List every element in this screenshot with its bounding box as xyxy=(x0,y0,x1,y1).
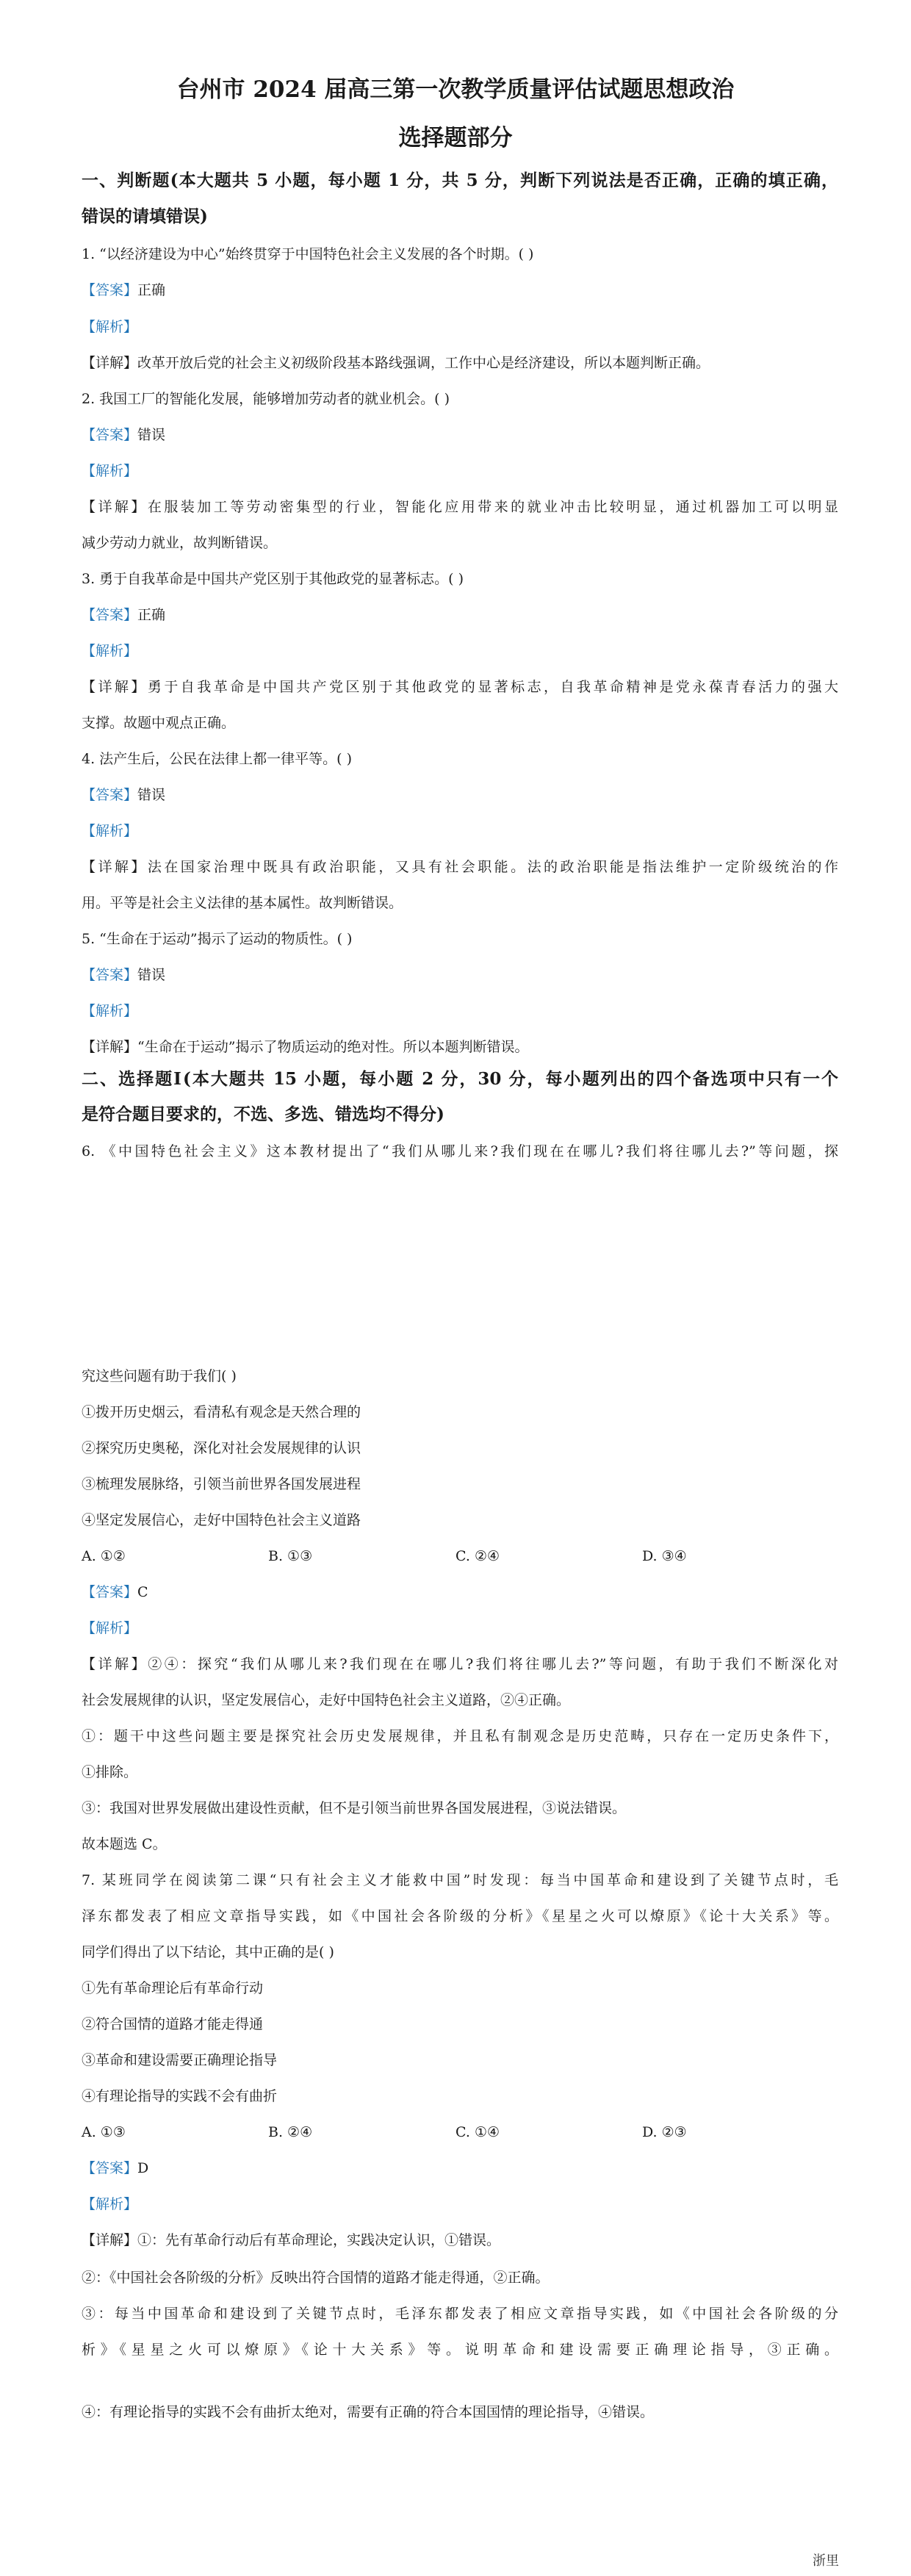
analysis-tag: 【解析】 xyxy=(82,643,138,659)
option-a: A. ①② xyxy=(82,1548,126,1564)
detail-tag: 【详解】 xyxy=(82,355,138,371)
answer-value: 正确 xyxy=(137,607,166,623)
answer-value: 错误 xyxy=(137,427,166,443)
answer-5 xyxy=(82,964,838,986)
answer-6 xyxy=(82,1581,838,1603)
section1-heading: 一、判断题(本大题共 5 小题，每小题 1 分，共 5 分，判断下列说法是否正确，正确的填正确， xyxy=(82,170,838,190)
question-1: 1. “以经济建设为中心”始终贯穿于中国特色社会主义发展的各个时期。( ) xyxy=(82,246,534,262)
detail-7-line: 析》《星星之火可以燎原》《论十大关系》等。说明革命和建设需要正确理论指导，③正确。 xyxy=(82,2342,838,2358)
answer-3 xyxy=(82,604,838,626)
question-6-item: ①拨开历史烟云，看清私有观念是天然合理的 xyxy=(82,1404,361,1420)
detail-tag: 【详解】 xyxy=(82,1656,148,1672)
detail-tag: 【详解】 xyxy=(82,679,148,695)
detail-4-cont: 用。平等是社会主义法律的基本属性。故判断错误。 xyxy=(82,895,403,911)
question-6-item: ②探究历史奥秘，深化对社会发展规律的认识 xyxy=(82,1440,361,1456)
answer-value: 错误 xyxy=(137,967,166,983)
question-7-item: ③革命和建设需要正确理论指导 xyxy=(82,2052,278,2068)
question-2: 2. 我国工厂的智能化发展，能够增加劳动者的就业机会。( ) xyxy=(82,391,450,407)
answer-tag: 【答案】 xyxy=(82,607,138,623)
detail-text: 勇于自我革命是中国共产党区别于其他政党的显著标志，自我革命精神是党永葆青春活力的强大 xyxy=(147,679,838,695)
analysis-tag: 【解析】 xyxy=(82,1003,138,1019)
answer-value: 正确 xyxy=(137,282,166,298)
answer-1 xyxy=(82,279,838,301)
section2-heading: 二、选择题Ⅰ(本大题共 15 小题，每小题 2 分，30 分，每小题列出的四个备选项中只有一个 xyxy=(82,1069,838,1089)
detail-6-line: 故本题选 C。 xyxy=(82,1836,167,1852)
answer-tag: 【答案】 xyxy=(82,427,138,443)
detail-6-line: ①排除。 xyxy=(82,1764,138,1780)
detail-7-line: ②：《中国社会各阶级的分析》反映出符合国情的道路才能走得通，②正确。 xyxy=(82,2270,550,2286)
analysis-tag: 【解析】 xyxy=(82,2196,138,2212)
detail-3-cont: 支撑。故题中观点正确。 xyxy=(82,715,236,731)
question-7-item: ②符合国情的道路才能走得通 xyxy=(82,2016,264,2032)
question-7-item: ①先有革命理论后有革命行动 xyxy=(82,1980,264,1996)
detail-text: 改革开放后党的社会主义初级阶段基本路线强调，工作中心是经济建设，所以本题判断正确。 xyxy=(137,355,710,371)
detail-5 xyxy=(82,1036,838,1058)
question-6-item: ④坚定发展信心，走好中国特色社会主义道路 xyxy=(82,1512,361,1528)
detail-tag: 【详解】 xyxy=(82,1039,138,1055)
option-b: B. ①③ xyxy=(268,1548,313,1564)
detail-6-line: ①：题干中这些问题主要是探究社会历史发展规律，并且私有制观念是历史范畴，只存在一定历史条件下， xyxy=(82,1728,838,1744)
detail-7 xyxy=(82,2229,838,2251)
answer-2 xyxy=(82,424,838,446)
detail-2 xyxy=(82,496,838,518)
answer-value: D xyxy=(137,2160,149,2176)
answer-tag: 【答案】 xyxy=(82,1584,138,1600)
analysis-tag: 【解析】 xyxy=(82,319,138,335)
section1-heading-cont: 错误的请填错误) xyxy=(82,206,208,226)
detail-text: ①：先有革命行动后有革命理论，实践决定认识，①错误。 xyxy=(137,2232,501,2248)
answer-tag: 【答案】 xyxy=(82,2160,138,2176)
option-c: C. ②④ xyxy=(455,1548,500,1564)
detail-text: 在服装加工等劳动密集型的行业，智能化应用带来的就业冲击比较明显，通过机器加工可以明显 xyxy=(147,499,838,515)
document-title: 台州市 2024 届高三第一次教学质量评估试题思想政治 xyxy=(176,76,735,103)
detail-text: ②④：探究“我们从哪儿来?我们现在在哪儿?我们将往哪儿去?”等问题，有助于我们不断深化对 xyxy=(148,1656,838,1672)
detail-text: “生命在于运动”揭示了物质运动的绝对性。所以本题判断错误。 xyxy=(137,1039,529,1055)
answer-4 xyxy=(82,784,838,806)
question-5: 5. “生命在于运动”揭示了运动的物质性。( ) xyxy=(82,931,353,947)
question-6-stem-cont: 究这些问题有助于我们( ) xyxy=(82,1368,237,1384)
footer-watermark: 浙里 xyxy=(813,2553,839,2569)
answer-value: 错误 xyxy=(137,787,166,803)
option-d: D. ②③ xyxy=(642,2124,687,2140)
detail-tag: 【详解】 xyxy=(82,2232,138,2248)
analysis-tag: 【解析】 xyxy=(82,463,138,479)
option-b: B. ②④ xyxy=(268,2124,313,2140)
detail-6-line: ③：我国对世界发展做出建设性贡献，但不是引领当前世界各国发展进程，③说法错误。 xyxy=(82,1800,627,1816)
answer-value: C xyxy=(137,1584,148,1600)
question-7-stem-cont: 泽东都发表了相应文章指导实践，如《中国社会各阶级的分析》《星星之火可以燎原》《论十大关系》等。 xyxy=(82,1908,838,1924)
question-6-stem: 6. 《中国特色社会主义》这本教材提出了“我们从哪儿来?我们现在在哪儿?我们将往哪儿去?”等问题，探 xyxy=(82,1143,838,1159)
detail-text: 法在国家治理中既具有政治职能，又具有社会职能。法的政治职能是指法维护一定阶级统治的作 xyxy=(147,859,838,875)
detail-4 xyxy=(82,856,838,878)
detail-3 xyxy=(82,676,838,698)
question-3: 3. 勇于自我革命是中国共产党区别于其他政党的显著标志。( ) xyxy=(82,571,464,587)
question-7-stem-cont: 同学们得出了以下结论，其中正确的是( ) xyxy=(82,1944,334,1960)
answer-tag: 【答案】 xyxy=(82,787,138,803)
analysis-tag: 【解析】 xyxy=(82,823,138,839)
option-d: D. ③④ xyxy=(642,1548,687,1564)
detail-2-cont: 减少劳动力就业，故判断错误。 xyxy=(82,535,278,551)
detail-6-line: 社会发展规律的认识，坚定发展信心，走好中国特色社会主义道路，②④正确。 xyxy=(82,1692,571,1708)
answer-tag: 【答案】 xyxy=(82,282,138,298)
detail-1 xyxy=(82,352,838,374)
question-7-stem: 7. 某班同学在阅读第二课“只有社会主义才能救中国”时发现：每当中国革命和建设到了关键节点时，毛 xyxy=(82,1872,838,1888)
section2-heading-cont: 是符合题目要求的，不选、多选、错选均不得分) xyxy=(82,1104,444,1124)
question-4: 4. 法产生后，公民在法律上都一律平等。( ) xyxy=(82,751,353,767)
detail-7-line: ③：每当中国革命和建设到了关键节点时，毛泽东都发表了相应文章指导实践，如《中国社会各阶级的分 xyxy=(82,2306,838,2322)
detail-7-line: ④：有理论指导的实践不会有曲折太绝对，需要有正确的符合本国国情的理论指导，④错误。 xyxy=(82,2404,655,2420)
answer-7 xyxy=(82,2157,838,2179)
detail-6 xyxy=(82,1653,838,1675)
part-title: 选择题部分 xyxy=(398,125,513,151)
option-a: A. ①③ xyxy=(82,2124,126,2140)
question-6-item: ③梳理发展脉络，引领当前世界各国发展进程 xyxy=(82,1476,361,1492)
answer-tag: 【答案】 xyxy=(82,967,138,983)
detail-tag: 【详解】 xyxy=(82,499,148,515)
option-c: C. ①④ xyxy=(455,2124,500,2140)
analysis-tag: 【解析】 xyxy=(82,1620,138,1636)
detail-tag: 【详解】 xyxy=(82,859,148,875)
question-7-item: ④有理论指导的实践不会有曲折 xyxy=(82,2088,278,2104)
